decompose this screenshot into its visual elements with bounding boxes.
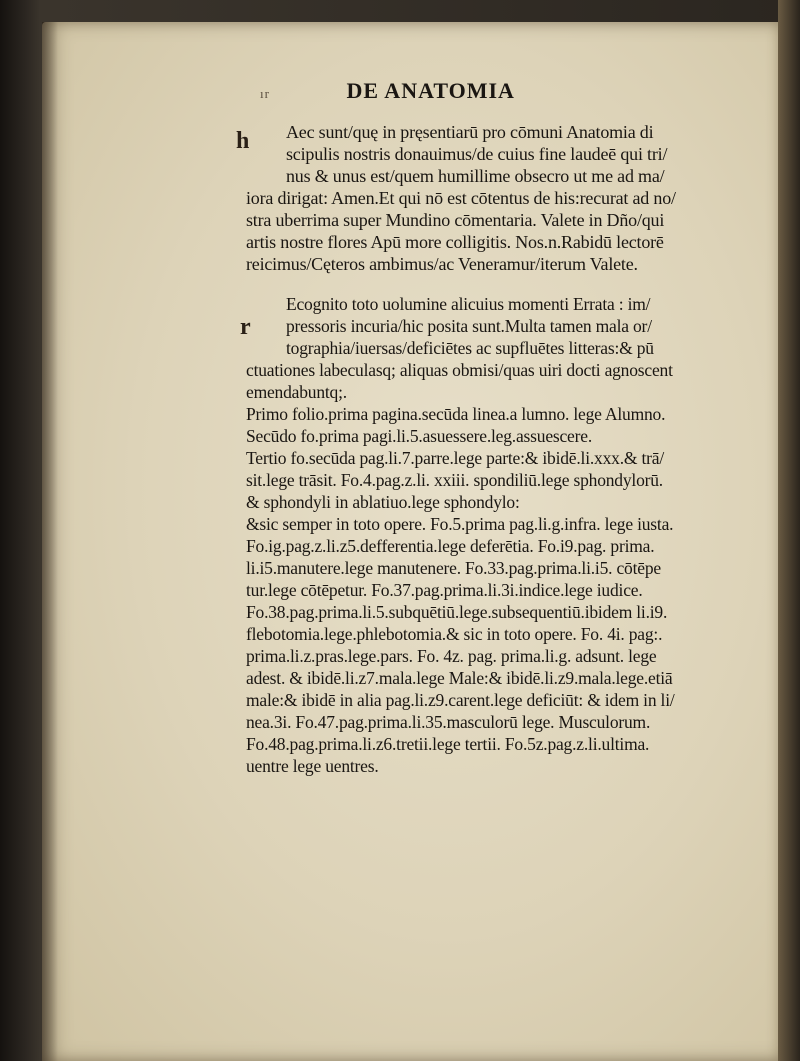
folio-number: ır bbox=[260, 86, 270, 101]
errata-line: li.i5.manutere.lege manutenere. Fo.33.pag.prima.li.i5. cōtēpe bbox=[246, 558, 661, 578]
errata-line: emendabuntq;. bbox=[246, 382, 347, 402]
book-edge bbox=[778, 0, 800, 1061]
errata-line: ctuationes labeculasq; aliquas obmisi/quas uiri docti agnoscent bbox=[246, 360, 673, 380]
page-gutter-shadow bbox=[42, 22, 58, 1061]
errata-line: Tertio fo.secūda pag.li.7.parre.lege parte:& ibidē.li.xxx.& trā/ bbox=[246, 448, 664, 468]
errata-line: uentre lege uentres. bbox=[246, 756, 379, 776]
text-line: stra uberrima super Mundino cōmentaria. Valete in Dño/qui bbox=[246, 210, 665, 230]
errata-line: male:& ibidē in alia pag.li.z9.carent.lege deficiūt: & idem in li/ bbox=[246, 690, 675, 710]
guide-letter: h bbox=[236, 128, 250, 154]
errata-line: Ecognito toto uolumine alicuius momenti Errata : im/ bbox=[286, 294, 651, 314]
errata-line: tur.lege cōtēpetur. Fo.37.pag.prima.li.3i.indice.lege iudice. bbox=[246, 580, 643, 600]
text-line: reicimus/Cęteros ambimus/ac Veneramur/iterum Valete. bbox=[246, 254, 638, 274]
errata-line: Fo.ig.pag.z.li.z5.defferentia.lege deferētia. Fo.i9.pag. prima. bbox=[246, 536, 655, 556]
text-line: nus & unus est/quem humillime obsecro ut me ad ma/ bbox=[286, 166, 665, 186]
errata-line: adest. & ibidē.li.z7.mala.lege Male:& ibidē.li.z9.mala.lege.etiā bbox=[246, 668, 673, 688]
errata-line: sit.lege trāsit. Fo.4.pag.z.li. xxiii. spondiliū.lege sphondylorū. bbox=[246, 470, 663, 490]
page-title: DE ANATOMIA bbox=[346, 78, 515, 103]
errata-line: &sic semper in toto opere. Fo.5.prima pag.li.g.infra. lege iusta. bbox=[246, 514, 674, 534]
guide-letter: r bbox=[240, 314, 251, 340]
text-line: artis nostre flores Apū more colligitis. Nos.n.Rabidū lectorē bbox=[246, 232, 664, 252]
errata-line: prima.li.z.pras.lege.pars. Fo. 4z. pag. prima.li.g. adsunt. lege bbox=[246, 646, 657, 666]
errata-line: flebotomia.lege.phlebotomia.& sic in toto opere. Fo. 4i. pag:. bbox=[246, 624, 663, 644]
text-line: iora dirigat: Amen.Et qui nō est cōtentus de his:recurat ad no/ bbox=[246, 188, 676, 208]
errata-line: pressoris incuria/hic posita sunt.Multa tamen mala or/ bbox=[286, 316, 652, 336]
errata-line: Fo.48.pag.prima.li.z6.tretii.lege tertii. Fo.5z.pag.z.li.ultima. bbox=[246, 734, 650, 754]
text-line: Aec sunt/quę in pręsentiarū pro cōmuni Anatomia di bbox=[286, 122, 654, 142]
errata-line: Secūdo fo.prima pagi.li.5.asuessere.leg.assuescere. bbox=[246, 426, 592, 446]
errata-line: & sphondyli in ablatiuo.lege sphondylo: bbox=[246, 492, 520, 512]
running-header bbox=[260, 78, 620, 108]
errata-line: nea.3i. Fo.47.pag.prima.li.35.masculorū lege. Musculorum. bbox=[246, 712, 651, 732]
errata-line: Primo folio.prima pagina.secūda linea.a lumno. lege Alumno. bbox=[246, 404, 666, 424]
errata-line: Fo.38.pag.prima.li.5.subquētiū.lege.subsequentiū.ibidem li.i9. bbox=[246, 602, 668, 622]
text-line: scipulis nostris donauimus/de cuius fine laudeē qui tri/ bbox=[286, 144, 668, 164]
errata-line: tographia/iuersas/deficiētes ac supfluētes litteras:& pū bbox=[286, 338, 654, 358]
